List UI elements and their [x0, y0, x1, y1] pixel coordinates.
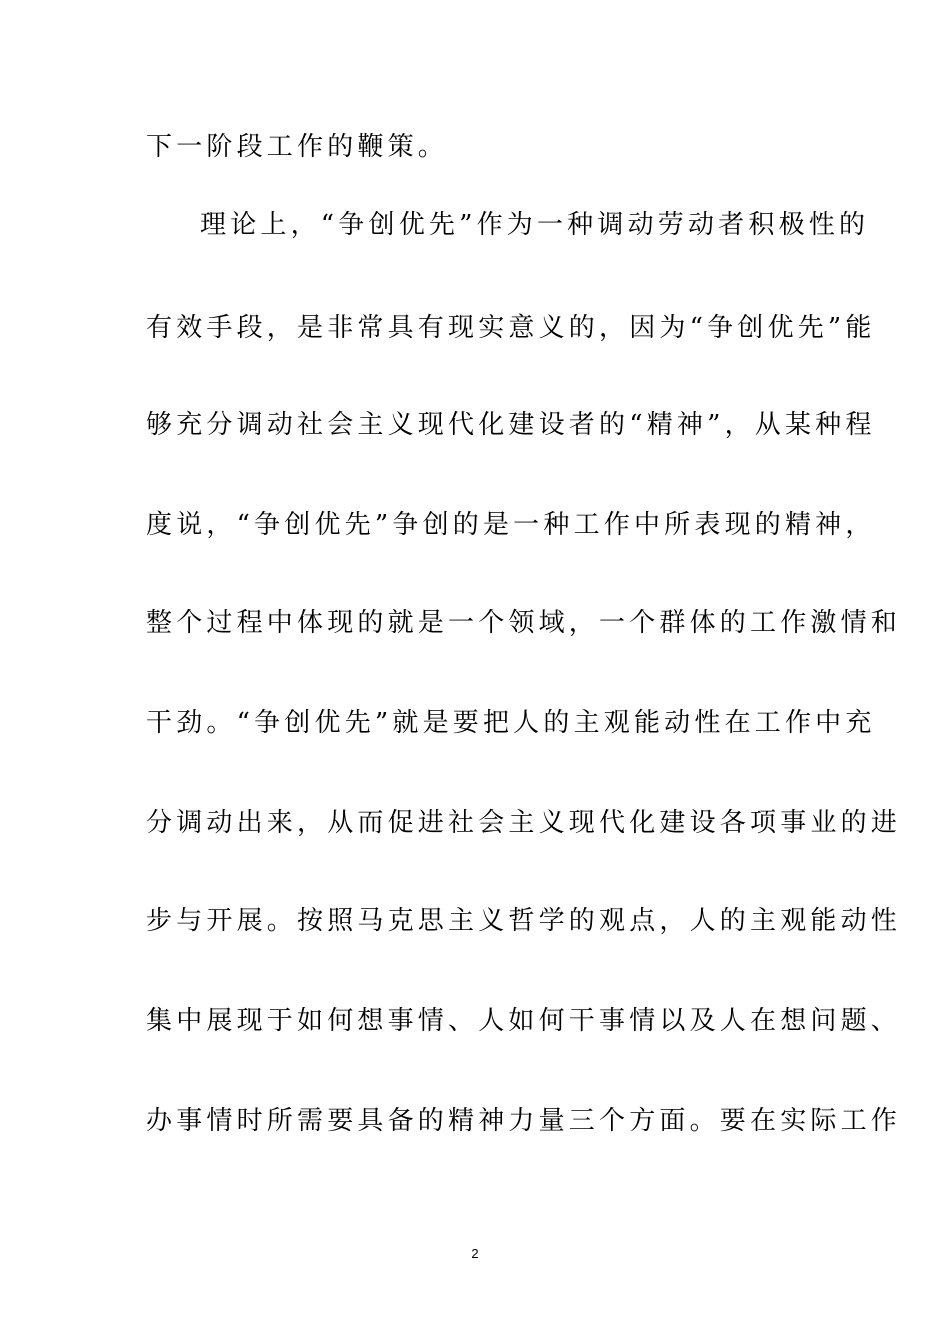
text-line-4: 够充分调动社会主义现代化建设者的“精神”，从某种程 [146, 410, 876, 440]
text-line-3: 有效手段，是非常具有现实意义的，因为“争创优先”能 [146, 313, 876, 343]
paragraph-first-line: 理论上，“争创优先”作为一种调动劳动者积极性的 [200, 210, 870, 240]
text-line-9: 步与开展。按照马克思主义哲学的观点，人的主观能动性 [146, 906, 902, 936]
page-number: 2 [471, 1246, 479, 1261]
text-line-6: 整个过程中体现的就是一个领域，一个群体的工作激情和 [146, 608, 902, 638]
text-line-5: 度说，“争创优先”争创的是一种工作中所表现的精神， [146, 510, 876, 540]
text-line-7: 干劲。“争创优先”就是要把人的主观能动性在工作中充 [146, 708, 876, 738]
text-line-11: 办事情时所需要具备的精神力量三个方面。要在实际工作 [146, 1106, 902, 1136]
text-line-1: 下一阶段工作的鞭策。 [146, 132, 449, 162]
text-line-10: 集中展现于如何想事情、人如何干事情以及人在想问题、 [146, 1006, 902, 1036]
text-line-8: 分调动出来，从而促进社会主义现代化建设各项事业的进 [146, 808, 902, 838]
